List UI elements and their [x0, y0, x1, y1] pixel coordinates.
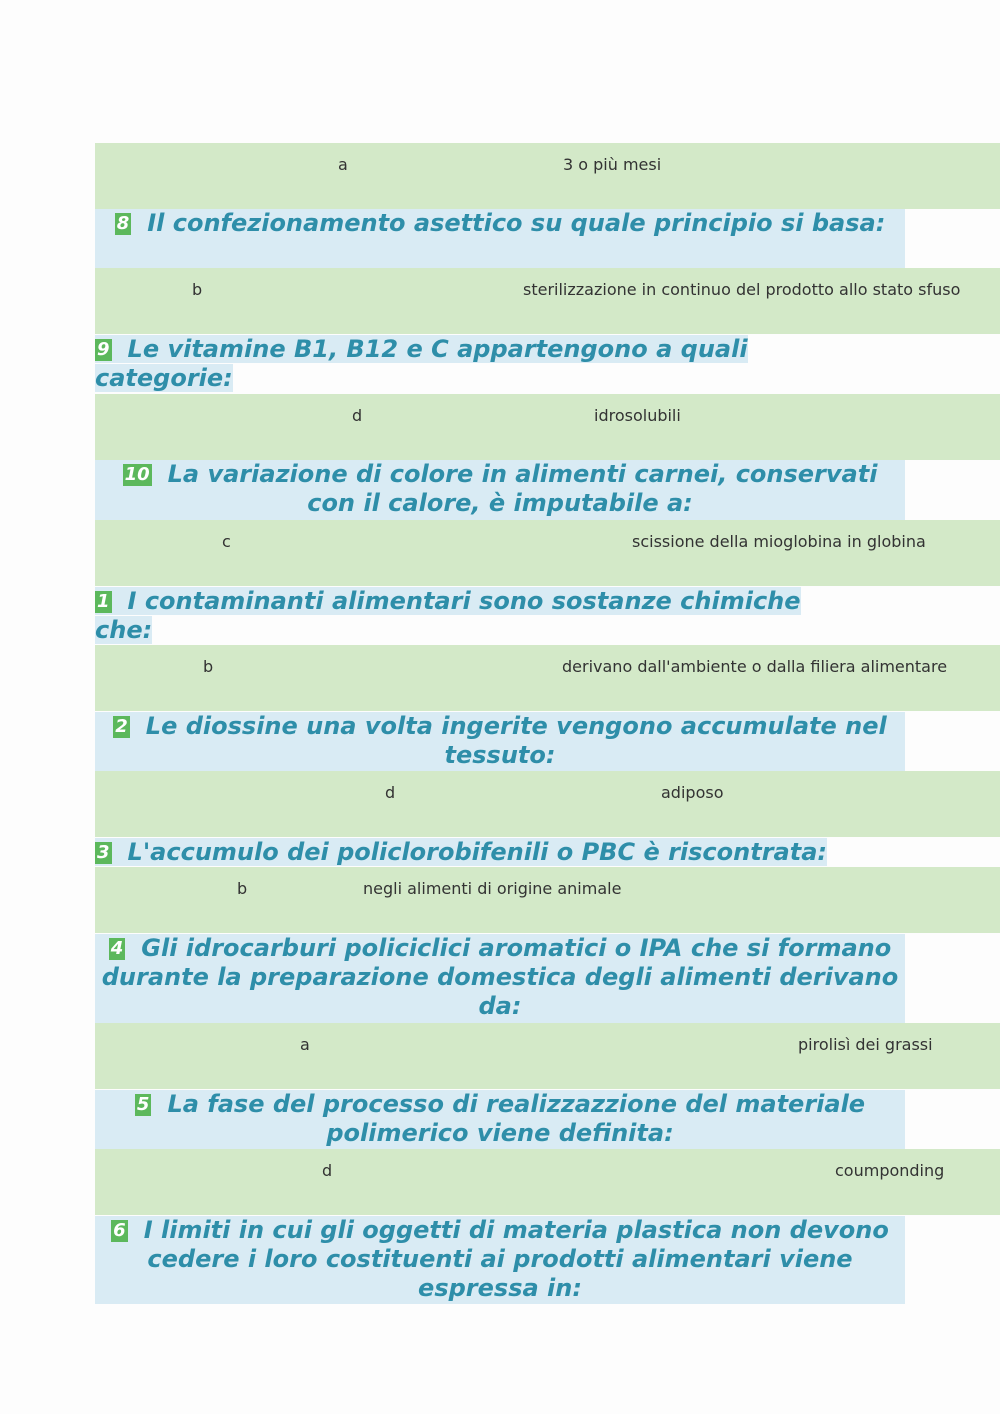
- question-text: I limiti in cui gli oggetti di materia plastica non devono cedere i loro costituenti ai prodotti alimentari viene espressa in:: [143, 1216, 889, 1302]
- answer-text: pirolisì dei grassi: [798, 1035, 933, 1054]
- question-number: 4: [110, 938, 124, 959]
- question-block: [95, 1090, 905, 1149]
- question-block: [95, 587, 801, 645]
- answer-letter: d: [322, 1161, 333, 1180]
- answer-row: [95, 268, 1000, 334]
- answer-row: [95, 1149, 1000, 1215]
- question-text: Le diossine una volta ingerite vengono accumulate nel tessuto:: [145, 712, 887, 769]
- answer-text: scissione della mioglobina in globina: [632, 532, 926, 551]
- question-block: [95, 934, 905, 1023]
- question-block: [95, 838, 827, 867]
- question-text-line1: L'accumulo dei policlorobifenili o PBC è riscontrata:: [127, 838, 827, 866]
- answer-letter: b: [203, 657, 214, 676]
- question-number: 2: [115, 716, 128, 737]
- answer-text: negli alimenti di origine animale: [363, 879, 622, 898]
- answer-row: [95, 771, 1000, 837]
- answer-letter: b: [237, 879, 248, 898]
- answer-row: [95, 143, 1000, 209]
- question-block: [95, 209, 905, 268]
- question-number: 1: [97, 591, 110, 612]
- answer-text: derivano dall'ambiente o dalla filiera alimentare: [562, 657, 948, 676]
- question-text-line1: Le vitamine B1, B12 e C appartengono a quali: [127, 335, 748, 363]
- answer-text: coumponding: [835, 1161, 945, 1180]
- answer-text: idrosolubili: [594, 406, 681, 425]
- answer-row: [95, 394, 1000, 460]
- question-number: 5: [136, 1094, 150, 1115]
- question-text: Il confezionamento asettico su quale principio si basa:: [147, 209, 886, 237]
- question-text-line2: che:: [95, 616, 153, 644]
- answer-letter: c: [222, 532, 231, 551]
- answer-letter: a: [338, 155, 348, 174]
- question-text-line1: I contaminanti alimentari sono sostanze chimiche: [127, 587, 801, 615]
- question-text: La fase del processo di realizzazzione del materiale polimerico viene definita:: [167, 1090, 866, 1147]
- question-number: 3: [97, 842, 110, 863]
- question-block: [95, 335, 748, 393]
- answer-row: [95, 645, 1000, 711]
- answer-letter: d: [352, 406, 363, 425]
- answer-row: [95, 1023, 1000, 1089]
- question-number: 9: [97, 339, 110, 360]
- answer-text: sterilizzazione in continuo del prodotto allo stato sfuso: [523, 280, 961, 299]
- answer-letter: d: [385, 783, 396, 802]
- answer-text: adiposo: [661, 783, 724, 802]
- answer-letter: a: [300, 1035, 310, 1054]
- question-number: 6: [113, 1220, 126, 1241]
- question-number: 10: [124, 464, 150, 485]
- question-text: Gli idrocarburi policiclici aromatici o IPA che si formano durante la preparazione domestica degli alimenti derivano da:: [101, 934, 899, 1020]
- answer-row: [95, 520, 1000, 586]
- question-block: [95, 460, 905, 520]
- answer-text: 3 o più mesi: [563, 155, 662, 174]
- question-text-line2: categorie:: [95, 364, 233, 392]
- question-text: La variazione di colore in alimenti carnei, conservati con il calore, è imputabile a:: [167, 460, 878, 517]
- answer-letter: b: [192, 280, 203, 299]
- question-number: 8: [116, 213, 130, 234]
- question-block: [95, 1216, 905, 1304]
- question-block: [95, 712, 905, 771]
- answer-row: [95, 867, 1000, 933]
